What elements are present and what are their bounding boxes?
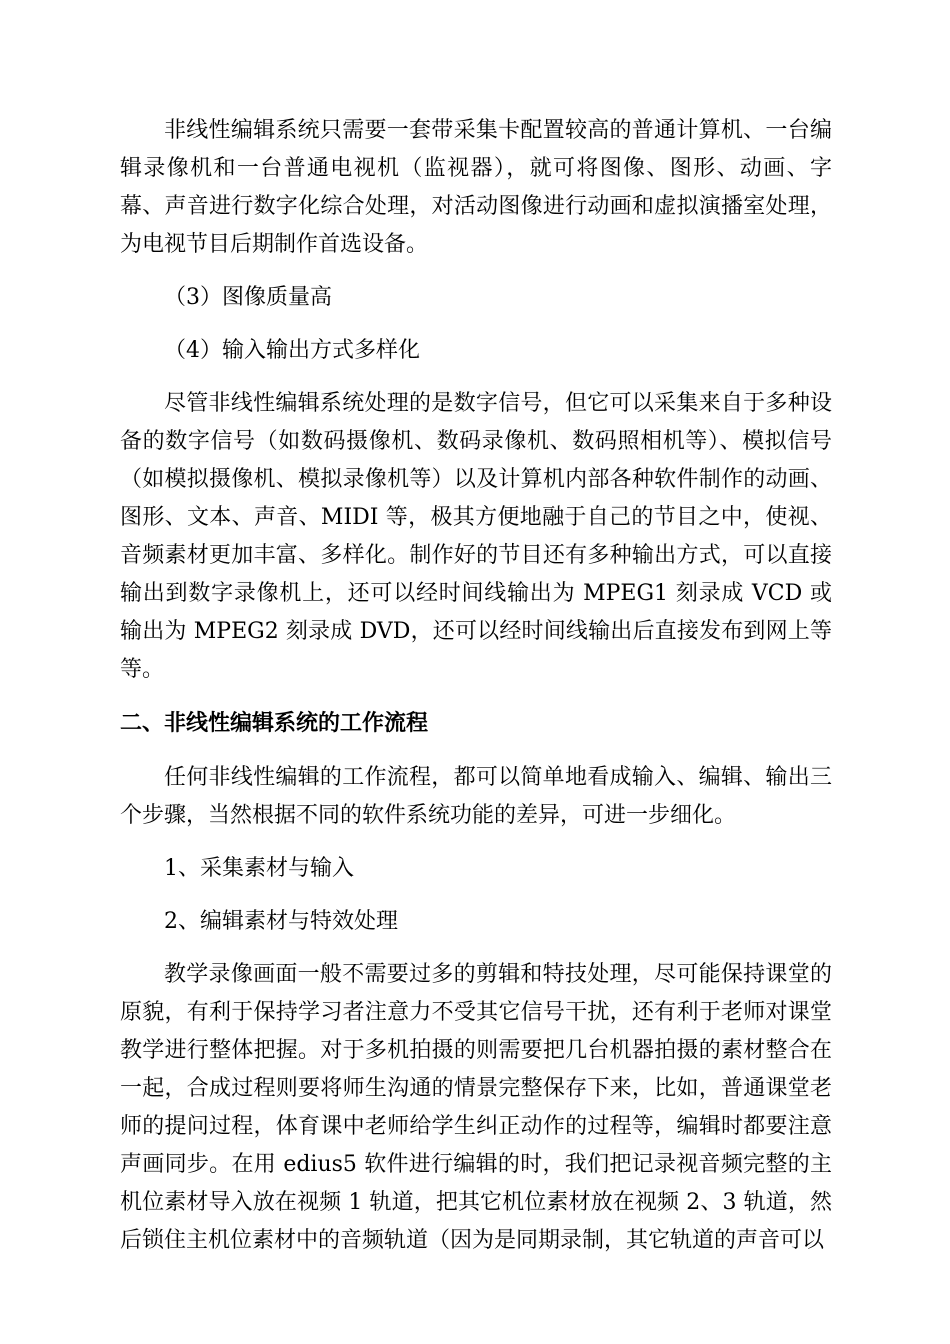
list-item-image-quality: （3）图像质量高 bbox=[164, 285, 332, 310]
list-item-io-methods: （4）输入输出方式多样化 bbox=[164, 338, 420, 363]
list-item-edit-effects: 2、编辑素材与特效处理 bbox=[164, 909, 398, 934]
list-item-capture-input: 1、采集素材与输入 bbox=[164, 856, 354, 881]
document-body bbox=[120, 112, 832, 1260]
paragraph-digital-signals: 尽管非线性编辑系统处理的是数字信号，但它可以采集来自于多种设备的数字信号（如数码摄像机、数码录像机、数码照相机等）、模拟信号（如模拟摄像机、模拟录像机等）以及计算机内部各种软件制作的动画、图形、文本、声音、MIDI 等，极其方便地融于自己的节目之中，使视、音频素材更加丰富、多样化。制作好的节目还有多种输出方式，可以直接输出到数字录像机上，还可以经时间线输出为 MPEG1 刻录成 VCD 或输出为 MPEG2 刻录成 DVD，还可以经时间线输出后直接发布到网上等等。 bbox=[120, 391, 832, 682]
paragraph-workflow-steps: 任何非线性编辑的工作流程，都可以简单地看成输入、编辑、输出三个步骤，当然根据不同的软件系统功能的差异，可进一步细化。 bbox=[120, 765, 832, 828]
paragraph-teaching-video-editing: 教学录像画面一般不需要过多的剪辑和特技处理，尽可能保持课堂的原貌，有利于保持学习者注意力不受其它信号干扰，还有利于老师对课堂教学进行整体把握。对于多机拍摄的则需要把几台机器拍摄的素材整合在一起，合成过程则要将师生沟通的情景完整保存下来，比如，普通课堂老师的提问过程，体育课中老师给学生纠正动作的过程等，编辑时都要注意声画同步。在用 edius5 软件进行编辑的时，我们把记录视音频完整的主机位素材导入放在视频 1 轨道，把其它机位素材放在视频 2、3 轨道，然后锁住主机位素材中的音频轨道（因为是同期录制，其它轨道的声音可以 bbox=[120, 962, 832, 1253]
section-heading-workflow: 二、非线性编辑系统的工作流程 bbox=[120, 711, 429, 736]
paragraph-system-overview: 非线性编辑系统只需要一套带采集卡配置较高的普通计算机、一台编辑录像机和一台普通电视机（监视器），就可将图像、图形、动画、字幕、声音进行数字化综合处理，对活动图像进行动画和虚拟演播室处理，为电视节目后期制作首选设备。 bbox=[120, 118, 832, 257]
